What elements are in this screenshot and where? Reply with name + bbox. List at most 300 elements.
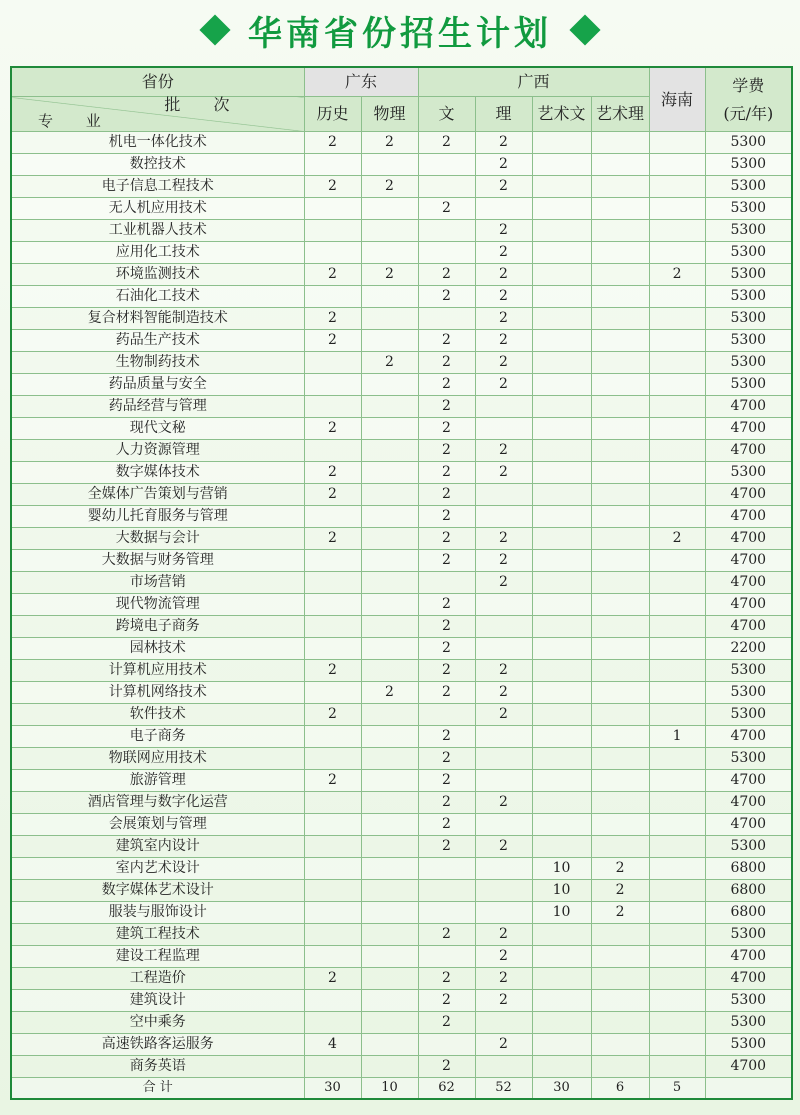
table-row <box>11 682 792 704</box>
quota-cell <box>649 220 705 242</box>
gx-art-li-header: 艺术理 <box>591 97 649 132</box>
major-cell: 市场营销 <box>11 572 304 594</box>
quota-cell: 2 <box>304 462 361 484</box>
quota-cell <box>475 902 532 924</box>
quota-cell: 2 <box>475 264 532 286</box>
quota-cell <box>532 286 591 308</box>
table-row <box>11 968 792 990</box>
quota-cell: 2 <box>304 770 361 792</box>
quota-cell <box>591 990 649 1012</box>
table-row <box>11 506 792 528</box>
quota-cell <box>591 242 649 264</box>
quota-cell <box>361 308 418 330</box>
quota-cell <box>649 748 705 770</box>
quota-cell <box>532 748 591 770</box>
batch-label: 批 次 <box>164 95 244 114</box>
quota-cell: 2 <box>475 792 532 814</box>
quota-cell <box>418 220 475 242</box>
quota-cell <box>475 616 532 638</box>
quota-cell <box>418 1034 475 1056</box>
table-row <box>11 308 792 330</box>
quota-cell <box>649 242 705 264</box>
quota-cell <box>591 330 649 352</box>
quota-cell <box>532 440 591 462</box>
quota-cell <box>591 1012 649 1034</box>
fee-cell: 5300 <box>705 132 792 154</box>
quota-cell: 2 <box>418 418 475 440</box>
quota-cell <box>649 440 705 462</box>
table-row <box>11 880 792 902</box>
quota-cell <box>591 814 649 836</box>
quota-cell <box>591 968 649 990</box>
quota-cell <box>361 814 418 836</box>
fee-cell: 4700 <box>705 418 792 440</box>
quota-cell <box>649 506 705 528</box>
guangxi-header: 广西 <box>418 67 649 97</box>
fee-cell: 5300 <box>705 660 792 682</box>
quota-cell <box>532 1012 591 1034</box>
major-cell: 工程造价 <box>11 968 304 990</box>
quota-cell <box>591 418 649 440</box>
quota-cell <box>591 748 649 770</box>
quota-cell: 2 <box>475 308 532 330</box>
quota-cell <box>361 968 418 990</box>
quota-cell: 2 <box>475 330 532 352</box>
quota-cell <box>591 770 649 792</box>
quota-cell: 2 <box>649 264 705 286</box>
quota-cell <box>361 1056 418 1078</box>
quota-cell: 2 <box>304 132 361 154</box>
fee-cell: 2200 <box>705 638 792 660</box>
table-row <box>11 990 792 1012</box>
major-cell: 人力资源管理 <box>11 440 304 462</box>
quota-cell <box>649 968 705 990</box>
quota-cell <box>361 792 418 814</box>
quota-cell <box>418 902 475 924</box>
quota-cell: 2 <box>418 550 475 572</box>
table-row <box>11 1034 792 1056</box>
quota-cell <box>532 682 591 704</box>
table-row <box>11 660 792 682</box>
quota-cell: 2 <box>418 198 475 220</box>
quota-cell <box>649 1056 705 1078</box>
quota-cell <box>361 242 418 264</box>
quota-cell <box>418 176 475 198</box>
quota-cell <box>304 550 361 572</box>
quota-cell <box>304 594 361 616</box>
quota-cell <box>532 176 591 198</box>
quota-cell <box>361 154 418 176</box>
quota-cell <box>532 616 591 638</box>
quota-cell <box>361 330 418 352</box>
quota-cell: 2 <box>418 528 475 550</box>
quota-cell: 2 <box>304 704 361 726</box>
table-row <box>11 858 792 880</box>
quota-cell <box>649 924 705 946</box>
major-cell: 电子信息工程技术 <box>11 176 304 198</box>
quota-cell: 4 <box>304 1034 361 1056</box>
table-row <box>11 440 792 462</box>
total-cell: 10 <box>361 1078 418 1100</box>
quota-cell: 10 <box>532 858 591 880</box>
quota-cell <box>304 352 361 374</box>
quota-cell <box>649 550 705 572</box>
major-cell: 药品经营与管理 <box>11 396 304 418</box>
quota-cell <box>649 660 705 682</box>
quota-cell <box>361 924 418 946</box>
fee-cell: 5300 <box>705 836 792 858</box>
fee-cell: 4700 <box>705 572 792 594</box>
table-row <box>11 638 792 660</box>
quota-cell <box>532 528 591 550</box>
quota-cell: 2 <box>475 946 532 968</box>
major-cell: 环境监测技术 <box>11 264 304 286</box>
quota-cell <box>418 308 475 330</box>
quota-cell <box>304 1012 361 1034</box>
quota-cell <box>532 154 591 176</box>
quota-cell: 2 <box>418 352 475 374</box>
table-row <box>11 836 792 858</box>
quota-cell <box>591 836 649 858</box>
quota-cell <box>591 946 649 968</box>
quota-cell: 2 <box>418 638 475 660</box>
table-row <box>11 572 792 594</box>
quota-cell: 2 <box>475 220 532 242</box>
quota-cell <box>649 902 705 924</box>
quota-cell: 2 <box>418 330 475 352</box>
quota-cell <box>591 264 649 286</box>
table-row <box>11 946 792 968</box>
fee-cell: 5300 <box>705 198 792 220</box>
table-row <box>11 528 792 550</box>
quota-cell <box>591 352 649 374</box>
quota-cell: 2 <box>475 968 532 990</box>
quota-cell: 2 <box>418 726 475 748</box>
quota-cell: 2 <box>649 528 705 550</box>
total-cell: 62 <box>418 1078 475 1100</box>
major-cell: 酒店管理与数字化运营 <box>11 792 304 814</box>
quota-cell <box>532 990 591 1012</box>
gx-li-header: 理 <box>475 97 532 132</box>
quota-cell <box>304 682 361 704</box>
fee-cell: 4700 <box>705 946 792 968</box>
quota-cell <box>304 880 361 902</box>
major-cell: 室内艺术设计 <box>11 858 304 880</box>
fee-cell: 5300 <box>705 242 792 264</box>
gx-wen-header: 文 <box>418 97 475 132</box>
quota-cell: 2 <box>418 924 475 946</box>
quota-cell <box>649 374 705 396</box>
quota-cell <box>532 924 591 946</box>
quota-cell <box>591 198 649 220</box>
quota-cell: 2 <box>361 352 418 374</box>
quota-cell <box>304 572 361 594</box>
table-row <box>11 726 792 748</box>
fee-cell: 5300 <box>705 1012 792 1034</box>
quota-cell <box>591 1034 649 1056</box>
quota-cell: 2 <box>475 836 532 858</box>
quota-cell: 2 <box>304 330 361 352</box>
total-cell: 5 <box>649 1078 705 1100</box>
major-cell: 计算机应用技术 <box>11 660 304 682</box>
quota-cell: 2 <box>418 132 475 154</box>
total-cell: 6 <box>591 1078 649 1100</box>
quota-cell: 2 <box>475 242 532 264</box>
quota-cell: 2 <box>475 550 532 572</box>
fee-cell: 5300 <box>705 748 792 770</box>
quota-cell <box>475 858 532 880</box>
quota-cell <box>361 858 418 880</box>
quota-cell <box>591 308 649 330</box>
quota-cell: 2 <box>418 594 475 616</box>
quota-cell <box>475 814 532 836</box>
major-cell: 商务英语 <box>11 1056 304 1078</box>
quota-cell <box>591 484 649 506</box>
quota-cell <box>591 286 649 308</box>
quota-cell <box>649 154 705 176</box>
quota-cell <box>361 374 418 396</box>
quota-cell <box>591 572 649 594</box>
table-row <box>11 814 792 836</box>
quota-cell <box>532 418 591 440</box>
fee-cell: 4700 <box>705 770 792 792</box>
quota-cell <box>304 858 361 880</box>
batch-major-header <box>11 97 304 132</box>
fee-cell: 6800 <box>705 858 792 880</box>
quota-cell <box>475 748 532 770</box>
quota-cell: 2 <box>418 836 475 858</box>
quota-cell <box>361 418 418 440</box>
major-cell: 现代物流管理 <box>11 594 304 616</box>
quota-cell <box>475 880 532 902</box>
quota-cell <box>532 572 591 594</box>
quota-cell <box>649 836 705 858</box>
quota-cell <box>649 616 705 638</box>
quota-cell <box>361 462 418 484</box>
quota-cell <box>532 726 591 748</box>
quota-cell: 2 <box>475 572 532 594</box>
quota-cell <box>304 1056 361 1078</box>
quota-cell <box>361 528 418 550</box>
fee-cell: 5300 <box>705 154 792 176</box>
quota-cell: 2 <box>475 132 532 154</box>
quota-cell <box>649 330 705 352</box>
quota-cell <box>532 462 591 484</box>
quota-cell <box>591 396 649 418</box>
fee-cell: 4700 <box>705 792 792 814</box>
major-cell: 现代文秘 <box>11 418 304 440</box>
quota-cell <box>532 836 591 858</box>
title-bar <box>0 0 800 60</box>
quota-cell <box>532 1034 591 1056</box>
fee-cell: 5300 <box>705 990 792 1012</box>
gd-history-header: 历史 <box>304 97 361 132</box>
major-cell: 园林技术 <box>11 638 304 660</box>
quota-cell <box>361 638 418 660</box>
quota-cell <box>361 484 418 506</box>
major-cell: 数字媒体艺术设计 <box>11 880 304 902</box>
quota-cell <box>475 770 532 792</box>
quota-cell <box>649 462 705 484</box>
quota-cell <box>532 506 591 528</box>
table-row <box>11 462 792 484</box>
quota-cell <box>591 638 649 660</box>
quota-cell <box>475 594 532 616</box>
table-row <box>11 330 792 352</box>
major-cell: 服装与服饰设计 <box>11 902 304 924</box>
quota-cell: 2 <box>475 352 532 374</box>
table-row <box>11 176 792 198</box>
quota-cell: 2 <box>418 660 475 682</box>
fee-cell: 6800 <box>705 880 792 902</box>
gx-art-wen-header: 艺术文 <box>532 97 591 132</box>
fee-cell: 5300 <box>705 682 792 704</box>
quota-cell <box>649 396 705 418</box>
quota-cell: 2 <box>418 264 475 286</box>
fee-cell: 4700 <box>705 506 792 528</box>
table-row <box>11 902 792 924</box>
quota-cell <box>649 198 705 220</box>
quota-cell <box>591 660 649 682</box>
quota-cell: 2 <box>475 286 532 308</box>
fee-cell: 6800 <box>705 902 792 924</box>
major-cell: 跨境电子商务 <box>11 616 304 638</box>
quota-cell <box>532 264 591 286</box>
quota-cell <box>304 506 361 528</box>
quota-cell <box>304 814 361 836</box>
major-cell: 药品生产技术 <box>11 330 304 352</box>
fee-cell: 5300 <box>705 286 792 308</box>
enrollment-table <box>10 66 793 1100</box>
quota-cell <box>361 440 418 462</box>
quota-cell: 2 <box>418 396 475 418</box>
quota-cell <box>591 506 649 528</box>
fee-cell: 4700 <box>705 1056 792 1078</box>
major-cell: 工业机器人技术 <box>11 220 304 242</box>
fee-cell: 4700 <box>705 550 792 572</box>
quota-cell: 2 <box>304 528 361 550</box>
quota-cell <box>532 968 591 990</box>
fee-cell: 4700 <box>705 440 792 462</box>
total-row <box>11 1078 792 1100</box>
quota-cell: 2 <box>475 462 532 484</box>
quota-cell: 2 <box>304 418 361 440</box>
major-cell: 大数据与会计 <box>11 528 304 550</box>
table-row <box>11 1056 792 1078</box>
quota-cell <box>532 198 591 220</box>
quota-cell <box>418 946 475 968</box>
table-row <box>11 550 792 572</box>
fee-cell: 5300 <box>705 462 792 484</box>
quota-cell <box>418 858 475 880</box>
quota-cell: 2 <box>361 264 418 286</box>
quota-cell <box>475 1056 532 1078</box>
quota-cell <box>649 308 705 330</box>
fee-header: 学费 (元/年) <box>705 67 792 132</box>
quota-cell <box>532 814 591 836</box>
quota-cell: 2 <box>475 440 532 462</box>
quota-cell <box>591 528 649 550</box>
quota-cell <box>649 792 705 814</box>
hainan-header: 海南 <box>649 67 705 132</box>
page-title: 华南省份招生计划 <box>248 13 552 54</box>
quota-cell: 2 <box>591 858 649 880</box>
quota-cell <box>532 242 591 264</box>
quota-cell <box>361 1012 418 1034</box>
major-cell: 数控技术 <box>11 154 304 176</box>
quota-cell <box>475 396 532 418</box>
quota-cell <box>304 836 361 858</box>
quota-cell: 2 <box>304 176 361 198</box>
quota-cell <box>532 396 591 418</box>
quota-cell <box>361 704 418 726</box>
quota-cell: 2 <box>418 286 475 308</box>
quota-cell <box>532 352 591 374</box>
major-cell: 全媒体广告策划与营销 <box>11 484 304 506</box>
fee-cell: 4700 <box>705 726 792 748</box>
major-cell: 软件技术 <box>11 704 304 726</box>
fee-cell: 4700 <box>705 396 792 418</box>
table-row <box>11 748 792 770</box>
quota-cell <box>591 220 649 242</box>
quota-cell <box>649 858 705 880</box>
quota-cell <box>649 814 705 836</box>
quota-cell <box>361 616 418 638</box>
major-cell: 会展策划与管理 <box>11 814 304 836</box>
quota-cell <box>304 374 361 396</box>
table-row <box>11 286 792 308</box>
quota-cell <box>361 198 418 220</box>
total-label: 合 计 <box>11 1078 304 1100</box>
quota-cell: 2 <box>418 484 475 506</box>
diamond-right-icon <box>569 14 600 45</box>
quota-cell: 2 <box>475 176 532 198</box>
quota-cell <box>361 572 418 594</box>
quota-cell <box>361 220 418 242</box>
quota-cell <box>304 946 361 968</box>
quota-cell <box>304 924 361 946</box>
table-row <box>11 704 792 726</box>
quota-cell <box>532 792 591 814</box>
quota-cell <box>304 902 361 924</box>
quota-cell <box>649 572 705 594</box>
major-cell: 机电一体化技术 <box>11 132 304 154</box>
quota-cell <box>649 484 705 506</box>
quota-cell <box>591 792 649 814</box>
table-row <box>11 484 792 506</box>
quota-cell <box>591 462 649 484</box>
fee-cell: 4700 <box>705 484 792 506</box>
table-row <box>11 924 792 946</box>
quota-cell: 2 <box>418 682 475 704</box>
fee-cell: 4700 <box>705 616 792 638</box>
quota-cell <box>304 748 361 770</box>
major-cell: 高速铁路客运服务 <box>11 1034 304 1056</box>
quota-cell: 2 <box>418 462 475 484</box>
quota-cell <box>649 638 705 660</box>
major-cell: 数字媒体技术 <box>11 462 304 484</box>
fee-cell: 5300 <box>705 374 792 396</box>
quota-cell <box>649 132 705 154</box>
quota-cell: 2 <box>304 968 361 990</box>
quota-cell: 1 <box>649 726 705 748</box>
quota-cell <box>532 550 591 572</box>
quota-cell: 2 <box>418 1056 475 1078</box>
quota-cell: 2 <box>418 990 475 1012</box>
quota-cell <box>649 770 705 792</box>
quota-cell <box>649 990 705 1012</box>
quota-cell <box>418 242 475 264</box>
